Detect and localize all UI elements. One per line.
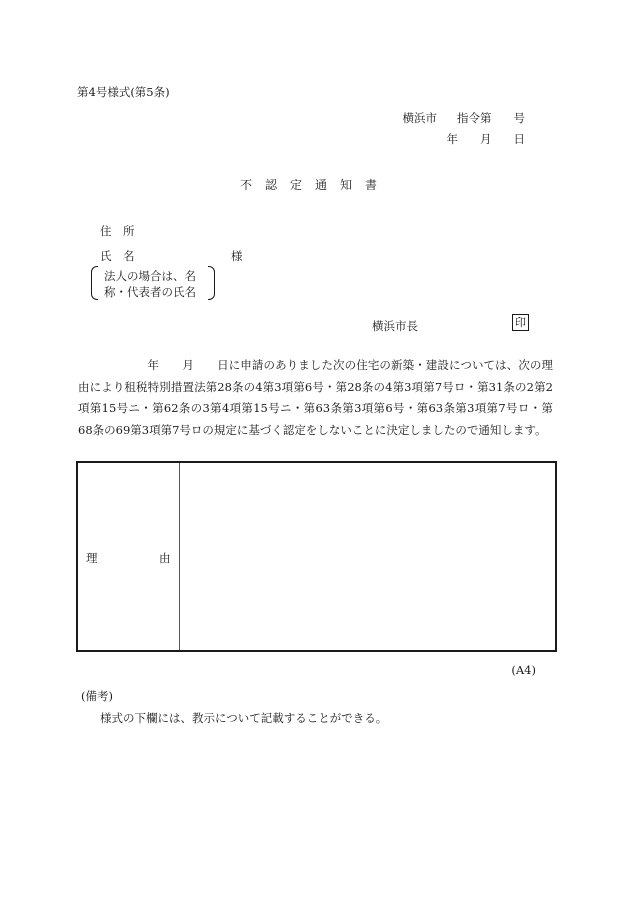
- issuer-mayor: 横浜市長: [372, 319, 418, 333]
- ref-suffix: 号: [513, 111, 525, 125]
- reason-label-left: 理: [86, 551, 98, 565]
- ref-city: 横浜市: [402, 111, 437, 125]
- remarks-text: 様式の下欄には、教示について記載することができる。: [100, 711, 388, 725]
- reason-divider: [179, 463, 180, 650]
- date-year: 年: [446, 132, 458, 146]
- document-title: 不認定通知書: [239, 178, 390, 192]
- paper-size: (A4): [511, 663, 536, 677]
- form-number: 第4号様式(第5条): [77, 85, 170, 99]
- reason-label-right: 由: [159, 551, 171, 565]
- date-month: 月: [480, 132, 492, 146]
- seal-mark: 印: [512, 314, 529, 331]
- left-bracket: [91, 266, 98, 300]
- address-label: 住 所: [100, 224, 135, 238]
- date-line: [447, 131, 526, 147]
- corporate-note: [91, 266, 215, 300]
- right-bracket: [208, 266, 215, 300]
- remarks-heading: (備考): [81, 689, 113, 703]
- ref-prefix: 指令第: [457, 111, 492, 125]
- date-day: 日: [513, 132, 525, 146]
- name-label: 氏 名: [100, 249, 135, 263]
- reference-number-line: [403, 110, 526, 126]
- honorific: 様: [231, 249, 243, 263]
- reason-table: [76, 461, 557, 652]
- corporate-note-line2: 称・代表者の氏名: [104, 285, 196, 299]
- corporate-note-line1: 法人の場合は、名: [104, 269, 196, 283]
- body-text: 年 月 日に申請のありました次の住宅の新築・建設については、次の理由により租税特別措置法第28条の4第3項第6号・第28条の4第3項第7号ロ・第31条の2第2項第15号ニ・第62条の3第4項第15号ニ・第63条第3項第6号・第63条第3項第7号ロ・第68条の69第3項第7号ロの規定に基づく認定をしないことに決定しましたので通知します。: [78, 358, 553, 437]
